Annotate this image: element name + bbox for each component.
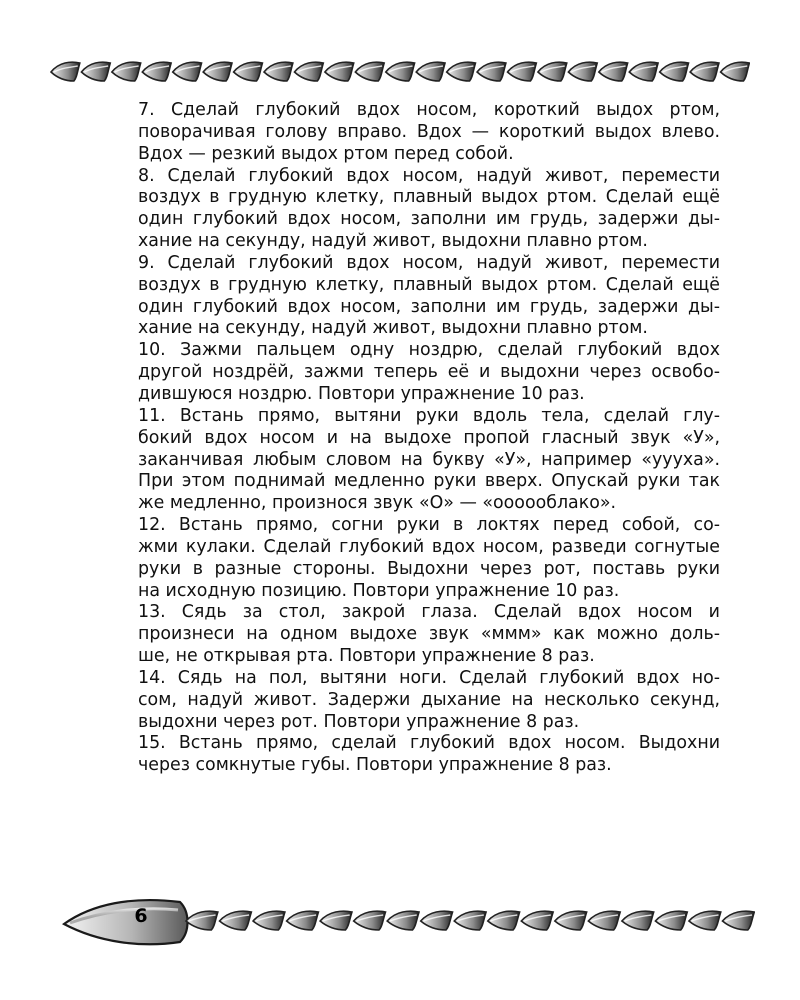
exercise-paragraph bbox=[110, 253, 720, 340]
leaf-icon bbox=[354, 911, 386, 930]
leaf-icon bbox=[629, 62, 658, 81]
leaf-icon bbox=[287, 911, 319, 930]
text-line: заканчивая любым словом на букву «У», например «уууха». bbox=[138, 449, 720, 470]
top-leaf-border bbox=[50, 56, 750, 86]
exercise-paragraph bbox=[110, 602, 720, 668]
text-line: воздух в грудную клетку, плавный выдох ртом. Сделай ещё bbox=[138, 274, 720, 295]
leaf-icon bbox=[387, 911, 419, 930]
leaf-icon bbox=[689, 911, 721, 930]
text-line: 10. Зажми пальцем одну ноздрю, сделай глубокий вдох bbox=[138, 340, 720, 361]
text-line: 9. Сделай глубокий вдох носом, надуй живот, перемести bbox=[138, 252, 720, 273]
leaf-icon bbox=[722, 911, 754, 930]
text-line: руки в разные стороны. Выдохни через рот, поставь руки bbox=[138, 558, 720, 579]
leaf-icon bbox=[112, 62, 141, 81]
leaf-icon bbox=[690, 62, 719, 81]
text-line: один глубокий вдох носом, заполни им грудь, задержи ды- bbox=[138, 296, 720, 317]
leaf-icon bbox=[253, 911, 285, 930]
leaf-icon bbox=[294, 62, 323, 81]
leaf-icon bbox=[186, 911, 218, 930]
leaf-icon bbox=[264, 62, 293, 81]
exercise-paragraph bbox=[110, 340, 720, 406]
text-line: хание на секунду, надуй живот, выдохни плавно ртом. bbox=[138, 231, 648, 252]
bottom-leaf-border bbox=[185, 905, 755, 935]
leaf-icon bbox=[655, 911, 687, 930]
text-line: дившуюся ноздрю. Повтори упражнение 10 раз. bbox=[138, 383, 585, 404]
leaf-icon bbox=[555, 911, 587, 930]
leaf-icon bbox=[660, 62, 689, 81]
leaf-icon bbox=[721, 62, 750, 81]
text-line: на исходную позицию. Повтори упражнение 10 раз. bbox=[138, 580, 620, 601]
exercise-paragraph bbox=[110, 406, 720, 515]
page-number-badge bbox=[62, 890, 192, 952]
leaf-icon bbox=[508, 62, 537, 81]
text-line: 7. Сделай глубокий вдох носом, короткий выдох ртом, bbox=[138, 100, 720, 120]
leaf-icon bbox=[355, 62, 384, 81]
text-line: 14. Сядь на пол, вытяни ноги. Сделай глубокий вдох но- bbox=[138, 667, 720, 688]
text-line: 8. Сделай глубокий вдох носом, надуй живот, перемести bbox=[138, 165, 720, 186]
text-line: хание на секунду, надуй живот, выдохни плавно ртом. bbox=[138, 318, 648, 339]
text-line: ше, не открывая рта. Повтори упражнение 8 раз. bbox=[138, 646, 595, 667]
exercise-paragraph bbox=[110, 166, 720, 253]
text-line: 13. Сядь за стол, закрой глаза. Сделай вдох носом и bbox=[138, 602, 720, 623]
text-line: воздух в грудную клетку, плавный выдох ртом. Сделай ещё bbox=[138, 187, 720, 208]
leaf-icon bbox=[447, 62, 476, 81]
leaf-icon bbox=[173, 62, 202, 81]
text-line: через сомкнутые губы. Повтори упражнение 8 раз. bbox=[138, 755, 612, 776]
text-line: При этом поднимай медленно руки вверх. Опускай руки так bbox=[138, 471, 720, 492]
text-line: выдохни через рот. Повтори упражнение 8 раз. bbox=[138, 711, 580, 732]
exercise-paragraph bbox=[110, 100, 720, 166]
text-line: 15. Встань прямо, сделай глубокий вдох носом. Выдохни bbox=[138, 733, 720, 754]
text-line: один глубокий вдох носом, заполни им грудь, задержи ды- bbox=[138, 209, 720, 230]
text-line: поворачивая голову вправо. Вдох — короткий выдох влево. bbox=[138, 121, 720, 142]
leaf-icon bbox=[320, 911, 352, 930]
leaf-badge-icon bbox=[62, 890, 192, 952]
leaf-icon bbox=[51, 62, 80, 81]
leaf-icon bbox=[142, 62, 171, 81]
leaf-icon bbox=[521, 911, 553, 930]
text-line: другой ноздрёй, зажми теперь её и выдохни через освобо- bbox=[138, 362, 720, 383]
leaf-icon bbox=[477, 62, 506, 81]
leaf-icon bbox=[325, 62, 354, 81]
leaf-icon bbox=[488, 911, 520, 930]
leaf-icon bbox=[588, 911, 620, 930]
leaf-icon bbox=[568, 62, 597, 81]
text-line: же медленно, произнося звук «О» — «оооооблако». bbox=[138, 493, 617, 514]
text-line: жми кулаки. Сделай глубокий вдох носом, разведи согнутые bbox=[138, 536, 720, 557]
text-line: сом, надуй живот. Задержи дыхание на несколько секунд, bbox=[138, 689, 720, 710]
leaf-icon bbox=[538, 62, 567, 81]
text-line: бокий вдох носом и на выдохе пропой гласный звук «У», bbox=[138, 427, 720, 448]
text-line: произнеси на одном выдохе звук «ммм» как можно доль- bbox=[138, 624, 720, 645]
leaf-icon bbox=[81, 62, 110, 81]
leaf-icon bbox=[454, 911, 486, 930]
leaf-icon bbox=[203, 62, 232, 81]
leaf-icon bbox=[386, 62, 415, 81]
leaf-icon bbox=[234, 62, 263, 81]
exercise-paragraph bbox=[110, 515, 720, 602]
exercise-paragraph bbox=[110, 668, 720, 734]
text-line: 12. Встань прямо, согни руки в локтях перед собой, со- bbox=[138, 515, 720, 536]
leaf-icon bbox=[416, 62, 445, 81]
text-line: Вдох — резкий выдох ртом перед собой. bbox=[138, 143, 514, 164]
leaf-icon bbox=[599, 62, 628, 81]
exercise-paragraph bbox=[110, 733, 720, 777]
exercise-text bbox=[110, 100, 720, 777]
leaf-icon bbox=[220, 911, 252, 930]
leaf-icon bbox=[421, 911, 453, 930]
text-line: 11. Встань прямо, вытяни руки вдоль тела, сделай глу- bbox=[138, 405, 720, 426]
leaf-icon bbox=[622, 911, 654, 930]
page-number: 6 bbox=[134, 905, 148, 927]
